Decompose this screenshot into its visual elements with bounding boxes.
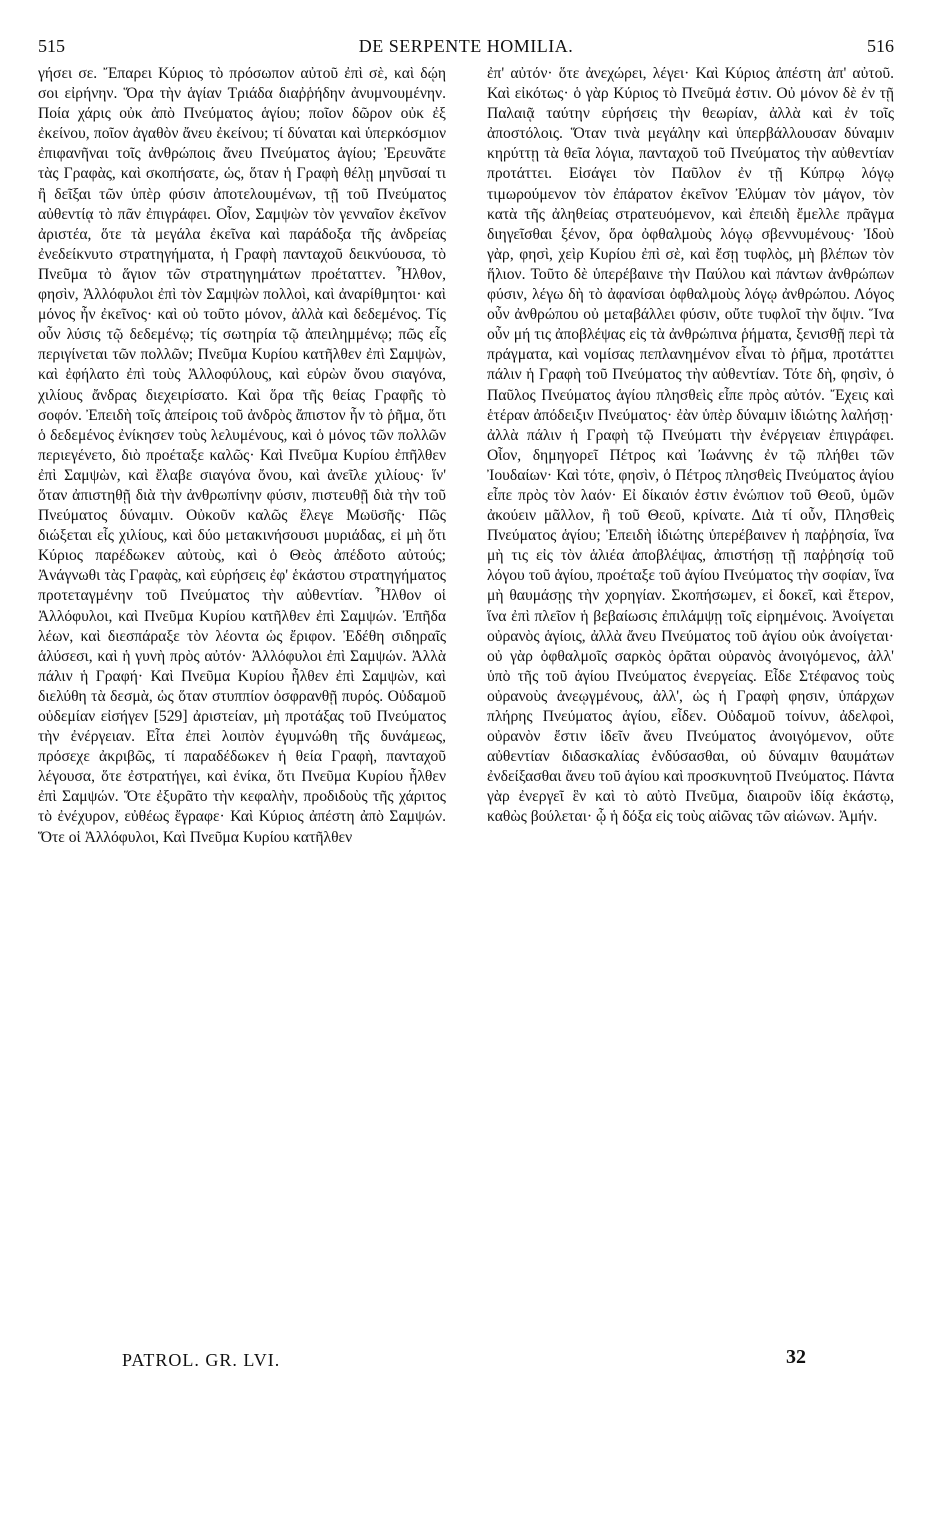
right-column-text: ἐπ' αὐτόν· ὅτε ἀνεχώρει, λέγει· Καὶ Κύριος ἀπέστη ἀπ' αὐτοῦ. Καὶ εἰκότως· ὁ γὰρ Κύριος τὸ Πνεῦμά ἐστιν. Οὐ μόνον δὲ ἐν τῇ Παλαιᾷ ταύτην εὑρήσεις τὴν θεωρίαν, ἀλλὰ καὶ ἐν τοῖς ἀποστόλοις. Ὅταν τινὰ μεγάλην καὶ ὑπερβάλλουσαν δύναμιν κηρύττῃ τὰ θεῖα λόγια, πανταχοῦ τοῦ Πνεύματος τὴν αὐθεντίαν προτάττει. Εἰσάγει τὸν Παῦλον ἐν τῇ Κύπρῳ λόγῳ τιμωρούμενον τὸν ἐπάρατον ἐκεῖνον Ἐλύμαν τὸν μάγον, τὸν κατὰ τῆς ἀληθείας στρατευόμενον, καὶ ἐπειδὴ ἔμελλε πρᾶγμα διηγεῖσθαι ξένον, ὅρα ὀφθαλμοὺς λόγῳ σβεννυμένους· Ἰδοὺ γὰρ, φησὶ, χεὶρ Κυρίου ἐπὶ σὲ, καὶ ἔσῃ τυφλὸς, μὴ βλέπων τὸν ἥλιον. Τοῦτο δὲ ὑπερέβαινε τὴν Παύλου καὶ πάντων ἀνθρώπων φύσιν, λέγω δὴ τὸ ἀφανίσαι ὀφθαλμοὺς λόγῳ ἀνθρώπου. Λόγος οὖν ἀνθρώπου οὐ μεταβάλλει φύσιν, οὔτε τυφλοῖ τὴν ὄψιν. Ἵνα οὖν μή τις ἀποβλέψας εἰς τὰ ἀνθρώπινα ῥήματα, ξενισθῇ περὶ τὰ πράγματα, καὶ νομίσας πεπλανημένον εἶναι τὸ ῥῆμα, προτάττει πάλιν ἡ Γραφὴ τοῦ Πνεύματος τὴν αὐθεντίαν. Τότε δὴ, φησὶν, ὁ Παῦλος Πνεύματος ἁγίου πλησθεὶς εἶπε πρὸς αὐτόν. Ἔχεις καὶ ἑτέραν ἀπόδειξιν Πνεύματος· ἐὰν ὑπὲρ δύναμιν ἰδιώτης λαλήσῃ· ἀλλὰ πάλιν ἡ Γραφὴ τῷ Πνεύματι τὴν ἐνέργειαν ἐπιγράφει. Οἷον, δημηγορεῖ Πέτρος καὶ Ἰωάννης ἐν τῷ πλήθει τῶν Ἰουδαίων· Καὶ τότε, φησὶν, ὁ Πέτρος πλησθεὶς Πνεύματος ἁγίου εἶπε πρὸς τὸν λαόν· Εἰ δίκαιόν ἐστιν ἐνώπιον τοῦ Θεοῦ, ὑμῶν ἀκούειν μᾶλλον, ἢ τοῦ Θεοῦ, κρίνατε. Διὰ τί οὖν, Πλησθεὶς Πνεύματος ἁγίου; Ἐπειδὴ ἰδιώτης ὑπερέβαινεν ἡ παῤῥησία, ἵνα μὴ τις εἰς τὸν ἁλιέα ἀποβλέψας, ἀπιστήσῃ τῇ παῤῥησίᾳ τοῦ λόγου τοῦ ἁγίου, προέταξε τοῦ ἁγίου Πνεύματος τὴν σοφίαν, ἵνα μὴ θαυμάσῃς τὴν χορηγίαν. Σκοπήσωμεν, εἰ δοκεῖ, καὶ ἕτερον, ἵνα ἐπὶ πλεῖον ἡ βεβαίωσις ἐπιλάμψῃ τοῖς εἰρημένοις. Ἀνοίγεται οὐρανὸς ἁγίοις, ἀλλὰ ἄνευ Πνεύματος τοῦ ἁγίου οὐκ ἀνοίγεται· οὐ γὰρ ὀφθαλμοῖς σαρκὸς ὁρᾶται οὐρανὸς ἀνοιγόμενος, ἀλλ' ὑπὸ τῆς τοῦ ἁγίου Πνεύματος ἐνεργείας. Εἶδε Στέφανος τοὺς οὐρανοὺς ἀνεῳγμένους, ἀλλ', ὡς ἡ Γραφὴ φησιν, ὑπάρχων πλήρης Πνεύματος ἁγίου, εἶδεν. Οὐδαμοῦ τοίνυν, ἀδελφοὶ, οὐρανὸν ἔστιν ἰδεῖν ἄνευ Πνεύματος ἀνοιγόμενον, οὔτε αὐθεντίαν διδασκαλίας ἐνδύσασθαι, οὐ δύναμιν θαυμάτων ἐνδείξασθαι ἄνευ τοῦ ἁγίου καὶ προσκυνητοῦ Πνεύματος. Πάντα γὰρ ἐνεργεῖ ἓν καὶ τὸ αὐτὸ Πνεῦμα, διαιροῦν ἰδίᾳ ἑκάστῳ, καθὼς βούλεται· ᾧ ἡ δόξα εἰς τοὺς αἰῶνας τῶν αἰώνων. Ἀμήν. — [487, 65, 894, 826]
page-header — [38, 36, 894, 60]
left-column — [38, 64, 446, 848]
signature-number: 32 — [786, 1346, 806, 1368]
page-footer — [38, 1346, 894, 1380]
left-column-text: γήσει σε. Ἔπαρει Κύριος τὸ πρόσωπον αὐτοῦ ἐπὶ σὲ, καὶ δῴη σοι εἰρήνην. Ὅρα τὴν ἁγίαν Τριάδα διαῤῥήδην ἀνυμνουμένην. Ποία χάρις οὐκ ἀπὸ Πνεύματος ἁγίου; ποῖον δῶρον οὐκ ἐξ ἐκείνου, ποῖον ἀγαθὸν ἄνευ ἐκείνου; τί δύναται καὶ ὑπερκόσμιον ἐπιφανῆναι τοῖς ἀνθρώποις ἄνευ Πνεύματος ἁγίου; Ἐρευνᾶτε τὰς Γραφὰς, καὶ σκοπήσατε, ὡς, ὅταν ἡ Γραφὴ θέλῃ μηνῦσαί τι ἢ δεῖξαι τῶν ὑπὲρ φύσιν ἀποτελουμένων, τῇ τοῦ Πνεύματος αὐθεντίᾳ τὸ πᾶν ἐπιγράφει. Οἷον, Σαμψὼν τὸν γενναῖον ἐκεῖνον ἀριστέα, ὅτε τὰ μεγάλα ἐκεῖνα καὶ παράδοξα τῆς ἀνδρείας ἐνεδείκνυτο στρατηγήματα, ἡ Γραφὴ πανταχοῦ δεικνύουσα, τὸ Πνεῦμα τὸ ἅγιον τῶν στρατηγημάτων προέταττεν. Ἦλθον, φησὶν, Ἀλλόφυλοι ἐπὶ τὸν Σαμψὼν πολλοὶ, καὶ ἀναρίθμητοι· καὶ μόνος ἦν ἐκεῖνος· καὶ οὐ τοῦτο μόνον, ἀλλὰ καὶ δεδεμένος. Τίς οὖν λύσις τῷ δεδεμένῳ; τίς σωτηρία τῷ ἀπειλημμένῳ; πῶς εἷς περιγίνεται τῶν πολλῶν; Πνεῦμα Κυρίου κατῆλθεν ἐπὶ Σαμψὼν, καὶ ἐφήλατο ἐπὶ τοὺς Ἀλλοφύλους, καὶ εὑρὼν ὄνου σιαγόνα, χιλίους ἄνδρας διεχειρίσατο. Καὶ ὅρα τῆς θείας Γραφῆς τὸ σοφόν. Ἐπειδὴ τοῖς ἀπείροις τοῦ ἀνδρὸς ἄπιστον ἦν τὸ ῥῆμα, ὅτι ὁ δεδεμένος ἐνίκησεν τοὺς λελυμένους, καὶ ὁ μόνος τῶν πολλῶν περιεγένετο, διὸ προέταξε καλῶς· Καὶ Πνεῦμα Κυρίου ἐπῆλθεν ἐπὶ Σαμψὼν, καὶ ἔλαβε σιαγόνα ὄνου, καὶ ἀνεῖλε χιλίους· ἵν' ὅταν ἀπιστηθῇ διὰ τὴν ἀνθρωπίνην φύσιν, πιστευθῇ διὰ τὴν τοῦ Πνεύματος δύναμιν. Οὐκοῦν καλῶς ἔλεγε Μωϋσῆς· Πῶς διώξεται εἷς χιλίους, καὶ δύο μετακινήσουσι μυριάδας, εἰ μὴ ὅτι Κύριος παρέδωκεν αὐτοὺς, καὶ ὁ Θεὸς ἀπέδοτο αὐτούς; Ἀνάγνωθι τὰς Γραφὰς, καὶ εὑρήσεις ἐφ' ἑκάστου στρατηγήματος προτεταγμένην τοῦ Πνεύματος τὴν αὐθεντίαν. Ἦλθον οἱ Ἀλλόφυλοι, καὶ Πνεῦμα Κυρίου κατῆλθεν ἐπὶ Σαμψών. Ἐπῆδα λέων, καὶ διεσπάραξε τὸν λέοντα ὡς ἔριφον. Ἐδέθη σιδηραῖς ἁλύσεσι, καὶ ἡ γυνὴ πρὸς αὐτόν· Ἀλλόφυλοι ἐπὶ Σαμψών. Ἀλλὰ πάλιν ἡ Γραφή· Καὶ Πνεῦμα Κυρίου ἦλθεν ἐπὶ Σαμψὼν, καὶ διελύθη τὰ δεσμὰ, ὡς ὅταν στυππίον ὀσφρανθῇ πυρός. Οὐδαμοῦ οὐδεμίαν εἰσήγεν [529] ἀριστείαν, μὴ προτάξας τοῦ Πνεύματος τὴν ἐνέργειαν. Εἶτα ἐπεὶ λοιπὸν ἐγυμνώθη τῆς δυνάμεως, πρόσεχε ἀκριβῶς, τί παραδέδωκεν ἡ θεία Γραφὴ, πανταχοῦ λέγουσα, ὅτε ἐστρατήγει, καὶ ἐνίκα, ὅτι Πνεῦμα Κυρίου ἦλθεν ἐπὶ Σαμψών. Ὅτε ἐξυρᾶτο τὴν κεφαλὴν, προδιδοὺς τῆς χάριτος τὸ ἐνέχυρον, εὐθέως ἔγραφε· Καὶ Κύριος ἀπέστη ἀπὸ Σαμψών. Ὅτε οἱ Ἀλλόφυλοι, Καὶ Πνεῦμα Κυρίου κατῆλθεν — [38, 65, 446, 846]
running-title: DE SERPENTE HOMILIA. — [358, 36, 574, 56]
volume-signature: PATROL. GR. LVI. — [122, 1350, 281, 1370]
right-column — [487, 64, 894, 828]
page-number-left: 515 — [38, 36, 65, 56]
page-number-right: 516 — [867, 36, 894, 56]
